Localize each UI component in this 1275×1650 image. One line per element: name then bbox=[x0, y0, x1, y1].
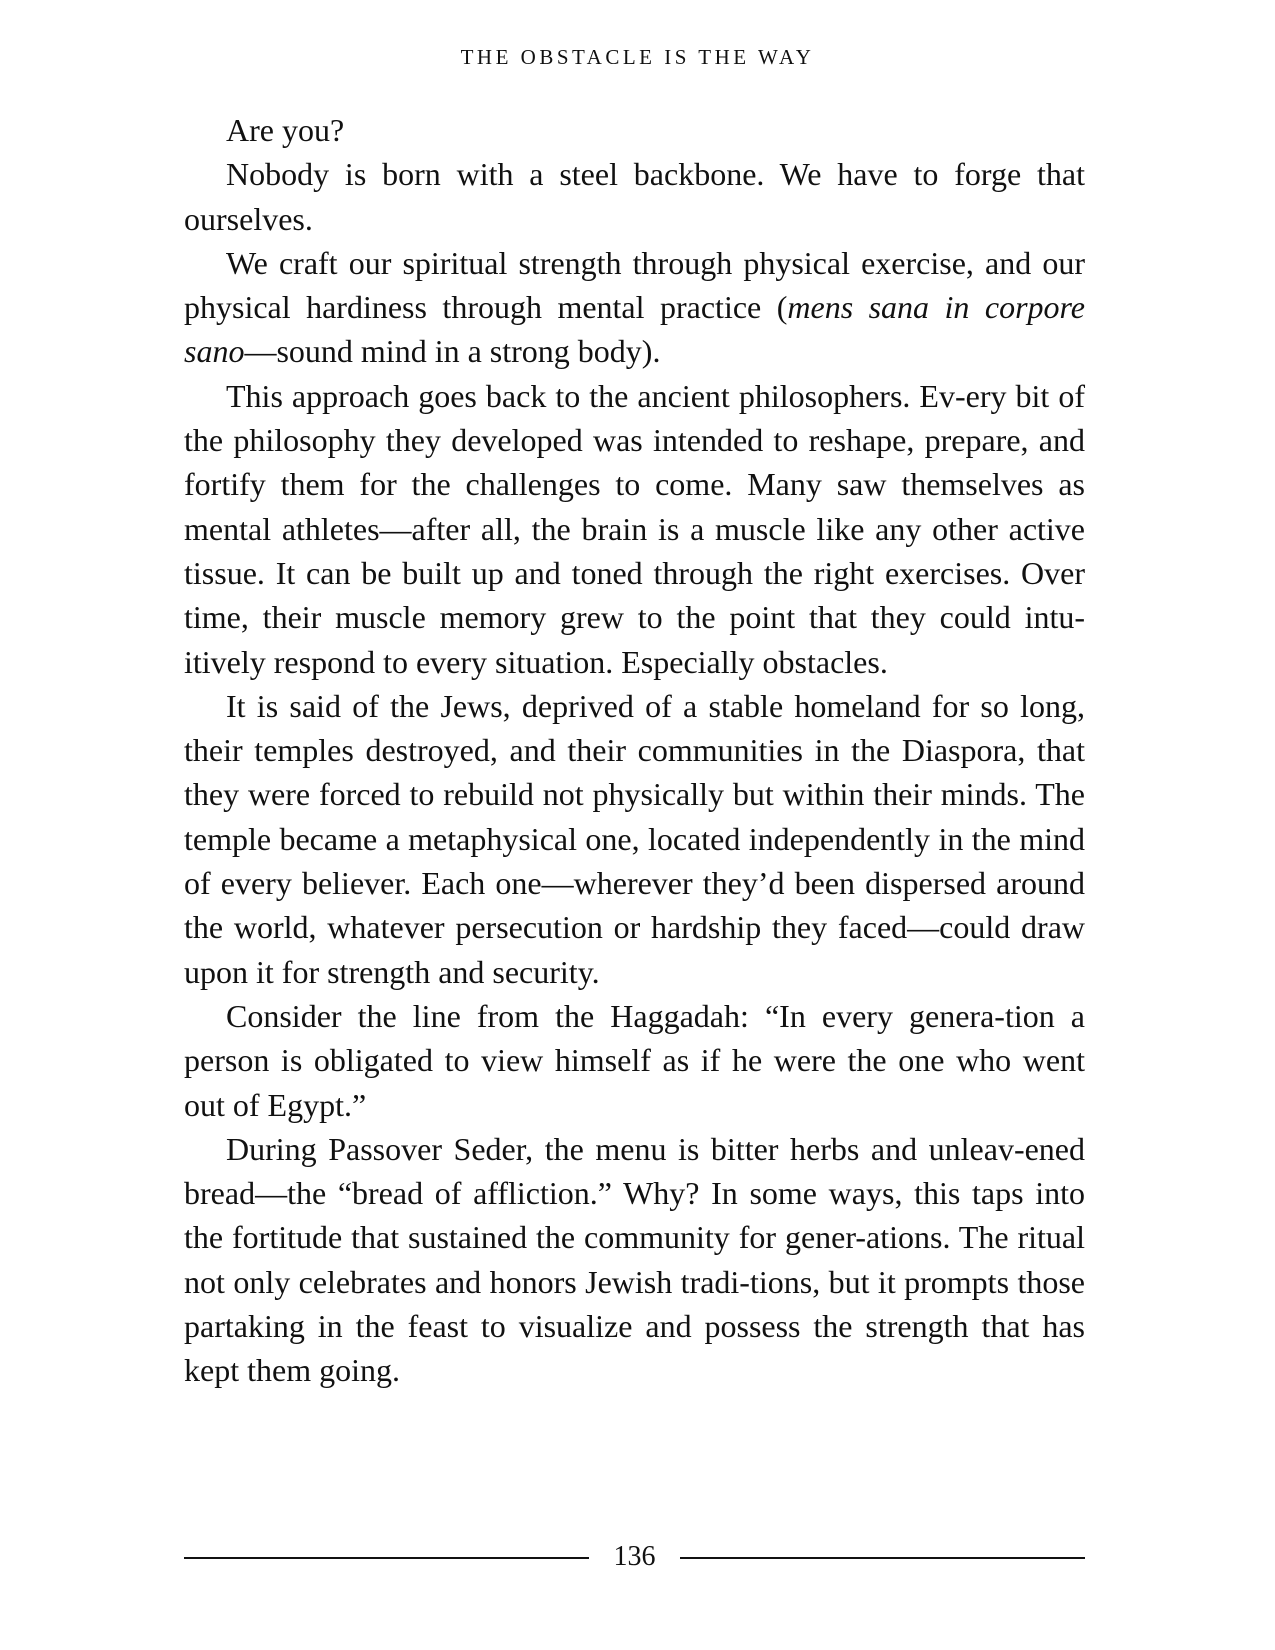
paragraph: Are you? bbox=[226, 112, 345, 148]
paragraph-text: —sound mind in a strong body). bbox=[244, 333, 661, 370]
running-head: THE OBSTACLE IS THE WAY bbox=[460, 45, 815, 69]
paragraph: Consider the line from the Haggadah: “In every genera-​tion a person is obligated to view himself as if he were the one who went out of Egypt.” bbox=[184, 997, 1085, 1123]
page-number: 136 bbox=[613, 1541, 656, 1572]
footer-rule-left bbox=[184, 1557, 589, 1559]
paragraph: This approach goes back to the ancient philosophers. Ev-​ery bit of the philosophy they developed was intended to reshape, prepare, and fortify them for the challenges to come. Many saw themselves as mental athletes—after all, the brain is a muscle like any other active tissue. It can be built up and toned through the right exercises. Over time, their muscle memory grew to the point that they could intu-​itively respond to every situation. Especially obstacles. bbox=[184, 377, 1085, 680]
latin-phrase: mens sana in corpore sano bbox=[184, 289, 1086, 370]
page-footer bbox=[184, 1537, 1085, 1577]
paragraph-with-italic bbox=[184, 241, 1085, 374]
paragraph-text: We craft our spiritual strength through physical exercise, and our physical hardiness through mental practice ( bbox=[184, 244, 1085, 326]
body-text bbox=[184, 108, 1085, 1393]
paragraph: During Passover Seder, the menu is bitter herbs and unleav-​ened bread—the “bread of affliction.” Why? In some ways, this taps into the fortitude that sustained the community for gener-​ations. The ritual not only celebrates and honors Jewish tradi-​tions, but it prompts those partaking in the feast to visualize and possess the strength that has kept them going. bbox=[184, 1130, 1085, 1389]
paragraph: Nobody is born with a steel backbone. We have to forge that ourselves. bbox=[184, 156, 1085, 237]
footer-rule-right bbox=[680, 1557, 1085, 1559]
paragraph: It is said of the Jews, deprived of a stable homeland for so long, their temples destroyed, and their communities in the Diaspora, that they were forced to rebuild not physically but within their minds. The temple became a metaphysical one, located independently in the mind of every believer. Each one—wherever they’d been dispersed around the world, whatever persecution or hardship they faced—could draw upon it for strength and security. bbox=[184, 687, 1085, 990]
